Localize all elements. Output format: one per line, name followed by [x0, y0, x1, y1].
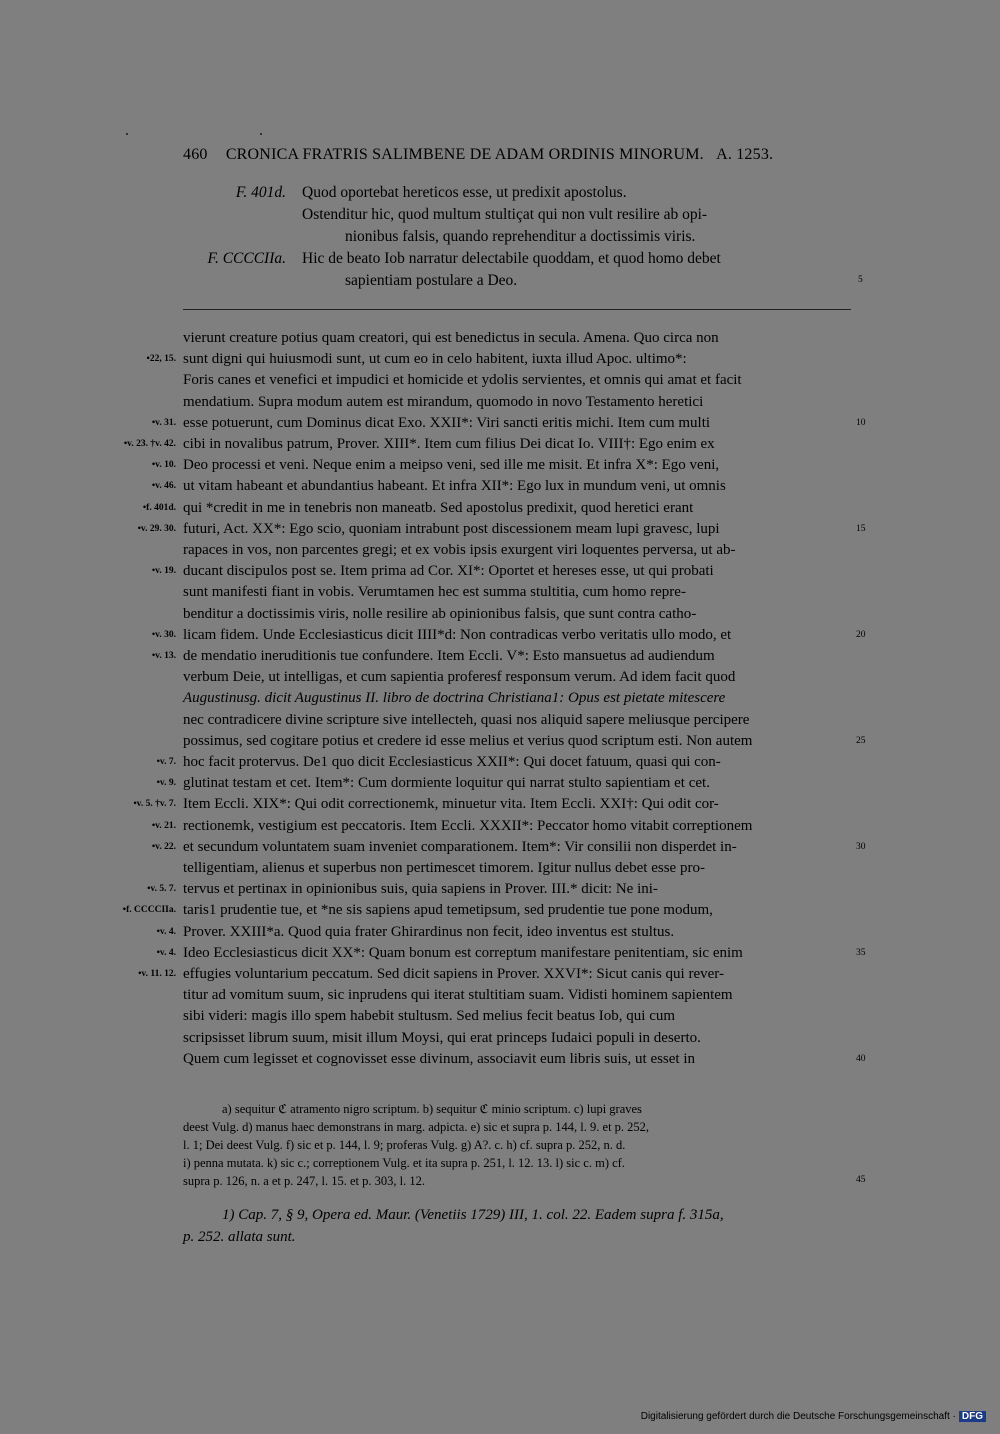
apparatus-line: deest Vulg. d) manus haec demonstrans in marg. adpicta. e) sic et supra p. 144, l. 9. et p. 252,: [183, 1120, 650, 1134]
text-line: mendatium. Supra modum autem est mirandum, quomodo in novo Testamento heretici: [183, 393, 704, 410]
running-year: A. 1253.: [716, 146, 774, 163]
text-line: verbum Deie, ut intelligas, et cum sapientia proferesf responsum verum. Ad idem facit quod: [183, 669, 736, 686]
running-header: [183, 146, 773, 164]
text-line: hoc facit protervus. De1 quo dicit Ecclesiasticus XXII*: Qui docet fatuum, quasi qui con-: [183, 754, 721, 770]
text-line: sunt manifesti fiant in vobis. Verumtamen hec est summa stultitia, cum homo repre-: [183, 584, 686, 601]
summary-line: Ostenditur hic, quod multum stultiçat qui non vult resilire ab opi-: [302, 206, 708, 223]
text-line: titur ad vomitum suum, sic inprudens qui iterat stultitiam suam. Vidisti hominem sapientem: [183, 987, 733, 1004]
text-line: scripsisset librum suum, misit illum Moysi, qui erat princeps Iudaici populi in deserto.: [183, 1029, 701, 1046]
summary-line: Hic de beato Iob narratur delectabile quoddam, et quod homo debet: [302, 250, 721, 267]
text-line: sibi videri: magis illo spem habebit stultusm. Sed melius fecit beatus Iob, qui cum: [183, 1008, 676, 1025]
apparatus-line: l. 1; Dei deest Vulg. f) sic et p. 144, l. 9; proferas Vulg. g) A?. c. h) cf. supra p. 252, n. d.: [183, 1138, 626, 1152]
apparatus-line: supra p. 126, n. a et p. 247, l. 15. et p. 303, l. 12.: [183, 1174, 425, 1188]
summary-ref: F. CCCCIIa.: [207, 250, 286, 267]
text-line: tervus et pertinax in opinionibus suis, quia sapiens in Prover. III.* dicit: Ne ini-: [183, 881, 658, 898]
line-number: 35: [856, 947, 866, 958]
summary-line: Quod oportebat hereticos esse, ut predixit apostolus.: [302, 184, 627, 201]
summary-line: nionibus falsis, quando reprehenditur a doctissimis viris.: [345, 228, 696, 245]
text-line: sunt digni qui huiusmodi sunt, ut cum eo in celo habitent, iuxta illud Apoc. ultimo*:: [183, 351, 687, 368]
margin-reference: •v. 29. 30.: [137, 523, 176, 534]
text-line: rectionemk, vestigium est peccatoris. Item Eccli. XXXII*: Peccator homo vitabit correptionem: [183, 817, 753, 834]
text-line: effugies voluntarium peccatum. Sed dicit sapiens in Prover. XXVI*: Sicut canis qui rever-: [183, 966, 724, 982]
margin-reference: •v. 4.: [156, 947, 176, 958]
margin-reference: •f. CCCCIIa.: [122, 905, 176, 916]
margin-reference: •v. 4.: [156, 926, 176, 937]
text-line: qui *credit in me in tenebris non maneatb. Sed apostolus predixit, quod heretici erant: [183, 499, 694, 516]
credit-text: Digitalisierung gefördert durch die Deutsche Forschungsgemeinschaft ·: [640, 1411, 956, 1422]
apparatus-line: i) penna mutata. k) sic c.; correptionem Vulg. et ita supra p. 251, l. 12. 13. l) sic c. m) cf.: [183, 1156, 625, 1170]
text-line: vierunt creature potius quam creatori, qui est benedictus in secula. Amena. Quo circa non: [183, 330, 719, 346]
text-line: telligentiam, alienus et superbus non pertimescet timorem. Igitur nullus debet esse pro-: [183, 860, 705, 876]
margin-reference: •v. 46.: [151, 481, 176, 492]
running-title: CRONICA FRATRIS SALIMBENE DE ADAM ORDINIS MINORUM.: [225, 146, 704, 163]
text-line: Item Eccli. XIX*: Qui odit correctionemk, minuetur vita. Item Eccli. XXI†: Qui odit cor-: [183, 796, 719, 813]
margin-reference: •v. 22.: [151, 841, 176, 852]
margin-reference: •v. 9.: [156, 778, 176, 789]
text-line: ut vitam habeant et abundantius habeant. Et infra XII*: Ego lux in mundum veni, ut omnis: [183, 478, 726, 495]
text-line: cibi in novalibus patrum, Prover. XIII*. Item cum filius Dei dicat Io. VIII†: Ego enim ex: [183, 436, 715, 452]
page-number: 460: [183, 146, 208, 163]
text-line: Deo processi et veni. Neque enim a meipso veni, sed ille me misit. Et infra X*: Ego veni,: [183, 457, 720, 474]
margin-reference: •v. 30.: [151, 629, 176, 640]
line-number: 25: [856, 735, 866, 746]
separator-rule: [183, 309, 851, 310]
margin-reference: •v. 19.: [151, 566, 176, 577]
line-number: 5: [858, 275, 863, 285]
text-line: Quem cum legisset et cognovisset esse divinum, associavit eum libris suis, ut esset in: [183, 1050, 696, 1067]
margin-reference: •v. 21.: [151, 820, 176, 831]
line-number: 45: [856, 1175, 866, 1185]
text-line: Augustinusg. dicit Augustinus II. libro de doctrina Christiana1: Opus est pietate mitescere: [183, 690, 726, 707]
dfg-credit: [641, 1411, 986, 1422]
text-line: possimus, sed cogitare potius et credere id esse melius et verius quod scriptum esti. Non autem: [183, 732, 753, 749]
margin-reference: •f. 401d.: [142, 502, 176, 513]
line-number: 10: [856, 417, 866, 428]
margin-reference: •22, 15.: [146, 354, 176, 365]
text-line: benditur a doctissimis viris, nolle resilire ab opinionibus falsis, que sunt contra catho-: [183, 605, 697, 622]
summary-ref: F. 401d.: [235, 184, 286, 201]
margin-reference: •v. 5. †v. 7.: [133, 799, 176, 810]
line-number: 20: [856, 629, 866, 640]
text-line: glutinat testam et cet. Item*: Cum dormiente loquitur qui narrat stulto sapientiam et cet.: [183, 775, 710, 792]
text-line: futuri, Act. XX*: Ego scio, quoniam intrabunt post discessionem meam lupi gravesc, lupi: [183, 520, 720, 537]
margin-reference: •v. 23. †v. 42.: [123, 439, 176, 449]
margin-reference: •v. 31.: [151, 417, 176, 428]
text-line: esse potuerunt, cum Dominus dicat Exo. XXII*: Viri sancti eritis michi. Item cum multi: [183, 414, 711, 431]
text-line: nec contradicere divine scripture sive intellecteh, quasi nos aliquid sapere meliusque percipere: [183, 711, 750, 728]
text-line: ducant discipulos post se. Item prima ad Cor. XI*: Oportet et hereses esse, ut qui probati: [183, 563, 714, 580]
text-line: Prover. XXIII*a. Quod quia frater Ghirardinus non fecit, ideo inventus est stultus.: [183, 923, 675, 940]
margin-reference: •v. 13.: [151, 651, 176, 661]
margin-reference: •v. 5. 7.: [147, 884, 176, 895]
margin-reference: •v. 10.: [151, 460, 176, 471]
scan-speck: [260, 133, 262, 135]
text-line: rapaces in vos, non parcentes gregi; et ex vobis ipsis exurgent viri loquentes perversa, ut ab-: [183, 542, 736, 558]
scan-speck: [126, 133, 128, 135]
footnote-line: 1) Cap. 7, § 9, Opera ed. Maur. (Venetiis 1729) III, 1. col. 22. Eadem supra f. 315a,: [222, 1207, 724, 1223]
text-line: licam fidem. Unde Ecclesiasticus dicit IIII*d: Non contradicas verbo veritatis ullo modo, et: [183, 626, 732, 643]
margin-reference: •v. 11. 12.: [138, 969, 176, 979]
text-line: Foris canes et venefici et impudici et homicide et ydolis servientes, et omnis qui amat et facit: [183, 372, 742, 389]
text-line: taris1 prudentie tue, et *ne sis sapiens apud temetipsum, sed prudentie tue pone modum,: [183, 902, 713, 919]
line-number: 40: [856, 1053, 866, 1064]
line-number: 15: [856, 523, 866, 534]
margin-reference: •v. 7.: [156, 757, 176, 767]
text-line: Ideo Ecclesiasticus dicit XX*: Quam bonum est correptum manifestare penitentiam, sic enim: [183, 944, 743, 961]
apparatus-line: a) sequitur ℭ atramento nigro scriptum. b) sequitur ℭ minio scriptum. c) lupi graves: [222, 1102, 642, 1116]
dfg-logo: DFG: [959, 1411, 986, 1422]
line-number: 30: [856, 841, 866, 852]
footnote-line: p. 252. allata sunt.: [183, 1229, 296, 1245]
text-line: et secundum voluntatem suam inveniet comparationem. Item*: Vir consilii non disperdet in-: [183, 838, 737, 855]
text-line: de mendatio ineruditionis tue confundere. Item Eccli. V*: Esto mansuetus ad audiendum: [183, 648, 715, 664]
summary-line: sapientiam postulare a Deo.: [345, 272, 518, 289]
